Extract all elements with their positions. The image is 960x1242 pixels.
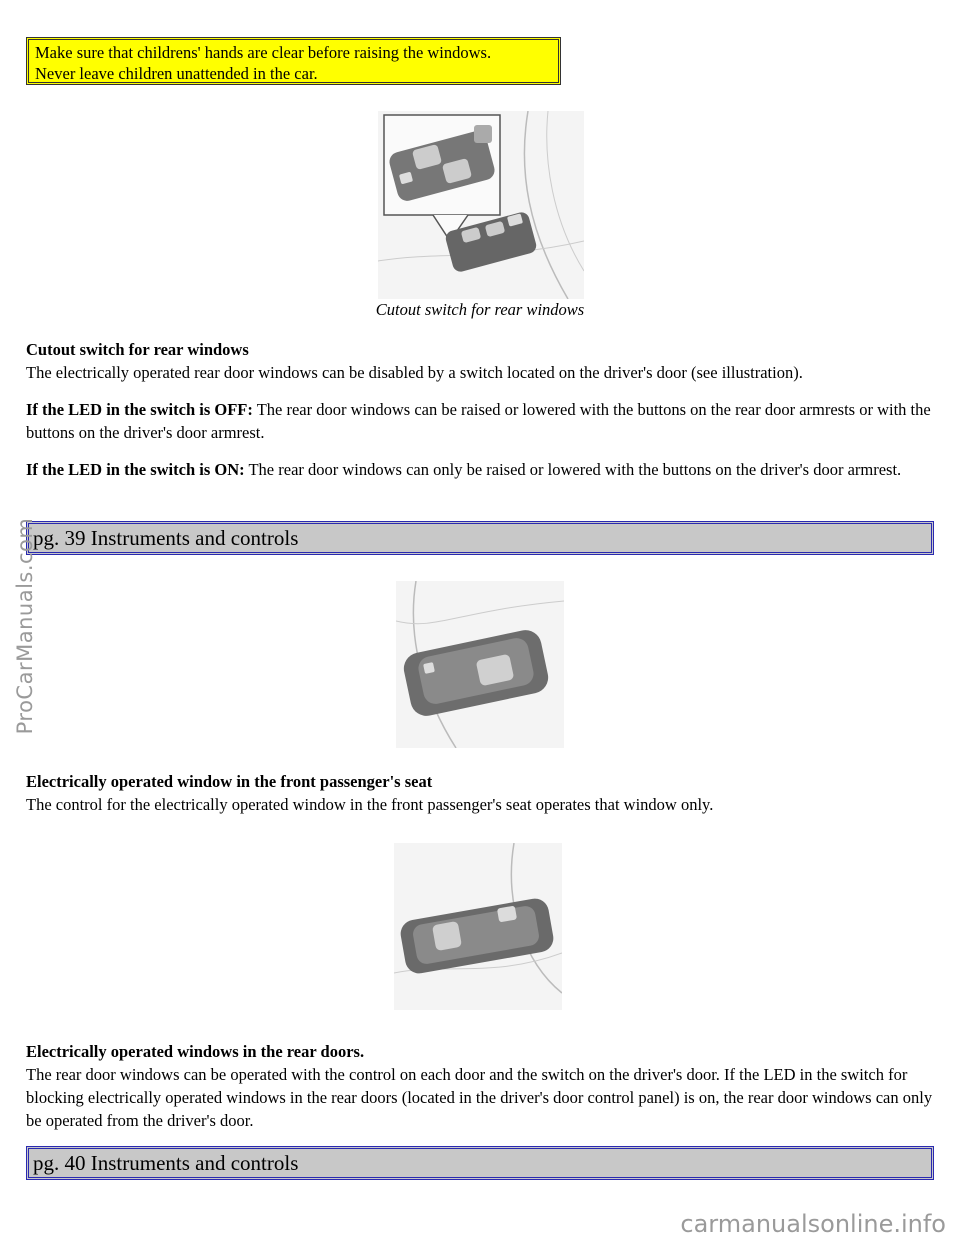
led-on-label: If the LED in the switch is ON: xyxy=(26,460,245,479)
figure-1-caption: Cutout switch for rear windows xyxy=(375,300,585,319)
cutout-switch-section xyxy=(26,338,938,384)
section-body: The control for the electrically operated window in the front passenger's seat operates that window only. xyxy=(26,795,714,814)
section-heading: Cutout switch for rear windows xyxy=(26,340,249,359)
bottom-watermark: carmanualsonline.info xyxy=(680,1210,946,1238)
led-off-label: If the LED in the switch is OFF: xyxy=(26,400,253,419)
page-header-39: pg. 39 Instruments and controls xyxy=(26,521,934,555)
rear-door-window-illustration xyxy=(394,843,562,1010)
led-off-paragraph xyxy=(26,398,938,444)
cutout-switch-illustration xyxy=(378,111,584,299)
led-off-body: The rear door windows can be raised or lowered with the buttons on the rear door armrests or with the buttons on the driver's door armrest. xyxy=(26,400,931,442)
section-body: The rear door windows can be operated with the control on each door and the switch on the driver's door. If the LED in the switch for blocking electrically operated windows in the rear doors (located in the driver's door control panel) is on, the rear door windows can only be operated from the driver's door. xyxy=(26,1065,933,1130)
side-watermark: ProCarManuals.com xyxy=(13,517,37,735)
warning-line-2: Never leave children unattended in the car. xyxy=(35,64,318,83)
section-heading: Electrically operated windows in the rear doors. xyxy=(26,1042,365,1061)
led-on-body: The rear door windows can only be raised or lowered with the buttons on the driver's door armrest. xyxy=(244,460,902,479)
led-on-paragraph xyxy=(26,458,938,481)
section-body: The electrically operated rear door windows can be disabled by a switch located on the driver's door (see illustration). xyxy=(26,363,803,382)
child-safety-warning xyxy=(26,37,561,85)
rear-doors-section xyxy=(26,1040,938,1132)
page-header-40: pg. 40 Instruments and controls xyxy=(26,1146,934,1180)
warning-line-1: Make sure that childrens' hands are clear before raising the windows. xyxy=(35,43,492,62)
section-heading: Electrically operated window in the front passenger's seat xyxy=(26,772,433,791)
front-passenger-section xyxy=(26,770,938,816)
front-passenger-window-illustration xyxy=(396,581,564,748)
